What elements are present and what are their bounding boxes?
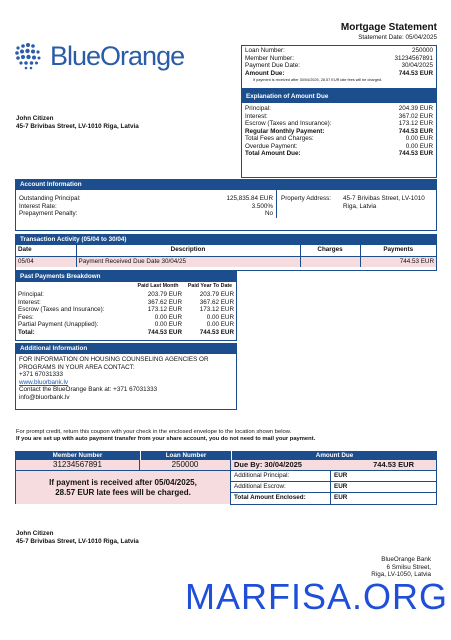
pp-cell-last: 0.00 EUR: [154, 313, 182, 321]
explanation-row: [245, 120, 433, 128]
explanation-row: [245, 135, 433, 143]
pp-cell-label: Fees:: [18, 313, 34, 321]
explanation-value: 173.12 EUR: [398, 120, 433, 128]
payment-coupon: [15, 451, 437, 506]
tx-cell-date: 05/04: [18, 257, 34, 265]
tx-header-cell: Charges: [300, 245, 360, 256]
past-payments-header: Past Payments Breakdown: [16, 272, 236, 282]
summary-label: Loan Number:: [245, 47, 285, 54]
additional-info-box: [15, 343, 237, 410]
pp-cell-label: Interest:: [18, 298, 41, 306]
late-fee-note: If payment is received after 30/04/2025, 28.57 EUR late fees will be charged.: [253, 78, 383, 83]
account-label: Outstanding Principal:: [19, 195, 81, 202]
bank-city: Riga, LV-1050, Latvia: [371, 571, 431, 579]
pp-cell-last: 744.53 EUR: [147, 328, 182, 336]
pp-cell-label: Partial Payment (Unapplied):: [18, 321, 99, 329]
explanation-value: 367.02 EUR: [398, 112, 433, 120]
coupon-extra-value[interactable]: EUR: [334, 472, 348, 479]
account-value: No: [264, 210, 273, 218]
coupon-due-date: Due By: 30/04/2025: [234, 460, 302, 469]
summary-value: 30/04/2025: [401, 62, 433, 70]
coupon-header-loan: Loan Number: [140, 451, 231, 460]
pp-cell-last: 203.79 EUR: [147, 291, 182, 298]
coupon-extra-label: Additional Escrow:: [231, 482, 331, 492]
account-label: Interest Rate:: [19, 202, 57, 210]
bank-street: 6 Smilsu Street,: [386, 563, 431, 571]
summary-value: 250000: [411, 47, 433, 54]
pp-cell-ytd: 173.12 EUR: [199, 306, 234, 314]
summary-row: [245, 55, 433, 63]
pp-cell-label: Total:: [18, 328, 35, 336]
summary-row: [245, 47, 433, 55]
explanation-label: Total Fees and Charges:: [245, 135, 314, 143]
statement-title: Mortgage Statement: [340, 22, 437, 33]
account-label: Prepayment Penalty:: [19, 210, 78, 218]
past-payments-box: [15, 271, 237, 341]
explanation-row: [245, 150, 433, 158]
pp-cell-last: 367.62 EUR: [147, 298, 182, 306]
bank-email: info@bluorbank.lv: [19, 393, 70, 401]
pp-cell-last: 0.00 EUR: [154, 321, 182, 329]
tx-cell-description: Payment Received Due Date 30/04/25: [76, 256, 300, 267]
tx-header-cell: Description: [76, 245, 300, 256]
brand-name: BlueOrange: [50, 41, 185, 71]
pp-cell-ytd: 367.62 EUR: [199, 298, 234, 306]
auto-payment-note: If you are set up with auto payment transfer from your share account, you do not need to mail your payment.: [16, 435, 316, 442]
logo-mark-icon: [12, 40, 44, 72]
counseling-phone: +371 67031333: [19, 371, 63, 379]
tx-cell-payments: 744.53 EUR: [360, 256, 436, 267]
pp-cell-ytd: 0.00 EUR: [206, 321, 234, 329]
coupon-extra-value[interactable]: EUR: [334, 494, 348, 501]
coupon-loan-number: 250000: [140, 460, 231, 470]
account-info-header: Account Information: [16, 180, 436, 190]
pp-header-cell: [16, 282, 132, 291]
brand-logo: [12, 38, 212, 74]
account-value: 125,835.84 EUR: [226, 195, 273, 202]
coupon-extra-row: [231, 482, 436, 493]
watermark: MARFISA.ORG: [185, 576, 449, 617]
explanation-row: [245, 143, 433, 151]
explanation-row: [245, 128, 433, 136]
account-row: [19, 203, 273, 211]
account-row: [19, 195, 273, 203]
pp-header-cell: Paid Last Month: [137, 283, 179, 290]
property-address: 45-7 Brivibas Street, LV-1010 Riga, Latvia: [343, 195, 425, 210]
explanation-label: Principal:: [245, 105, 271, 112]
explanation-value: 204.39 EUR: [398, 105, 433, 112]
coupon-header-member: Member Number: [15, 451, 140, 460]
coupon-extra-row: [231, 471, 436, 482]
explanation-header: Explanation of Amount Due: [242, 90, 436, 103]
explanation-value: 0.00 EUR: [405, 135, 433, 143]
table-row: [16, 306, 236, 314]
pp-header-cell: Paid Year To Date: [187, 283, 233, 290]
transactions-box: [15, 234, 437, 271]
summary-label: Member Number:: [245, 54, 294, 62]
coupon-extra-label: Additional Principal:: [231, 471, 331, 481]
coupon-extra-row: [231, 493, 436, 504]
summary-row: [245, 62, 433, 70]
explanation-label: Overdue Payment:: [245, 142, 298, 150]
table-row: [16, 291, 236, 299]
account-row: [19, 210, 273, 218]
table-row: [16, 329, 236, 337]
table-row: [16, 256, 436, 267]
transactions-header: Transaction Activity (05/04 to 30/04): [16, 235, 436, 245]
summary-row: [245, 70, 433, 78]
coupon-instruction: For prompt credit, return this coupon with your check in the enclosed envelope to the location shown below.: [16, 429, 292, 435]
pp-cell-ytd: 744.53 EUR: [199, 328, 234, 336]
transactions-table: [16, 245, 436, 267]
table-row: [16, 321, 236, 329]
sender-address: 45-7 Brivibas Street, LV-1010 Riga, Latvia: [16, 537, 139, 545]
explanation-value: 744.53 EUR: [398, 127, 433, 135]
table-row: [16, 299, 236, 307]
coupon-late-fee: If payment is received after 05/04/2025, 28.57 EUR late fees will be charged.: [15, 471, 230, 504]
additional-info-header: Additional Information: [16, 344, 236, 354]
coupon-due-amount: 744.53 EUR: [373, 460, 414, 469]
tx-header-cell: Payments: [360, 245, 436, 256]
explanation-label: Escrow (Taxes and Insurance):: [245, 120, 332, 128]
summary-value: 744.53 EUR: [398, 69, 433, 77]
past-payments-table: [16, 282, 236, 336]
explanation-row: [245, 113, 433, 121]
pp-cell-label: Escrow (Taxes and Insurance):: [18, 306, 105, 314]
coupon-extra-label: Total Amount Enclosed:: [231, 493, 331, 504]
customer-address: 45-7 Brivibas Street, LV-1010 Riga, Latvia: [16, 122, 139, 130]
coupon-extra-value[interactable]: EUR: [334, 483, 348, 490]
summary-label: Amount Due:: [245, 69, 285, 77]
account-value: 3.500%: [251, 202, 273, 210]
table-row: [16, 314, 236, 322]
summary-label: Payment Due Date:: [245, 62, 300, 70]
pp-cell-ytd: 203.79 EUR: [199, 291, 234, 298]
explanation-value: 0.00 EUR: [405, 142, 433, 150]
bank-contact: Contact the BlueOrange Bank at: +371 67031333: [19, 386, 158, 394]
explanation-label: Total Amount Due:: [245, 150, 301, 158]
tx-header-cell: Date: [18, 246, 32, 254]
explanation-box: [241, 89, 437, 178]
property-label: Property Address:: [281, 195, 332, 202]
summary-box: [241, 45, 437, 89]
summary-value: 31234567891: [394, 54, 433, 62]
bank-website-link[interactable]: www.bluorbank.lv: [19, 378, 68, 386]
statement-date: Statement Date: 05/04/2025: [358, 34, 437, 41]
account-info-box: [15, 179, 437, 231]
explanation-label: Regular Monthly Payment:: [245, 127, 325, 135]
explanation-value: 744.53 EUR: [398, 150, 433, 158]
sender-name: John Citizen: [16, 530, 54, 537]
customer-name: John Citizen: [16, 115, 54, 122]
pp-cell-label: Principal:: [18, 291, 44, 298]
coupon-member-number: 31234567891: [16, 460, 140, 470]
explanation-row: [245, 105, 433, 113]
bank-name: BlueOrange Bank: [381, 556, 431, 563]
pp-cell-last: 173.12 EUR: [147, 306, 182, 314]
counseling-info: FOR INFORMATION ON HOUSING COUNSELING AGENCIES OR PROGRAMS IN YOUR AREA CONTACT:: [19, 356, 209, 371]
explanation-label: Interest:: [245, 112, 268, 120]
coupon-header-amount: Amount Due: [231, 451, 437, 460]
tx-cell-charges: [300, 256, 360, 267]
pp-cell-ytd: 0.00 EUR: [206, 313, 234, 321]
